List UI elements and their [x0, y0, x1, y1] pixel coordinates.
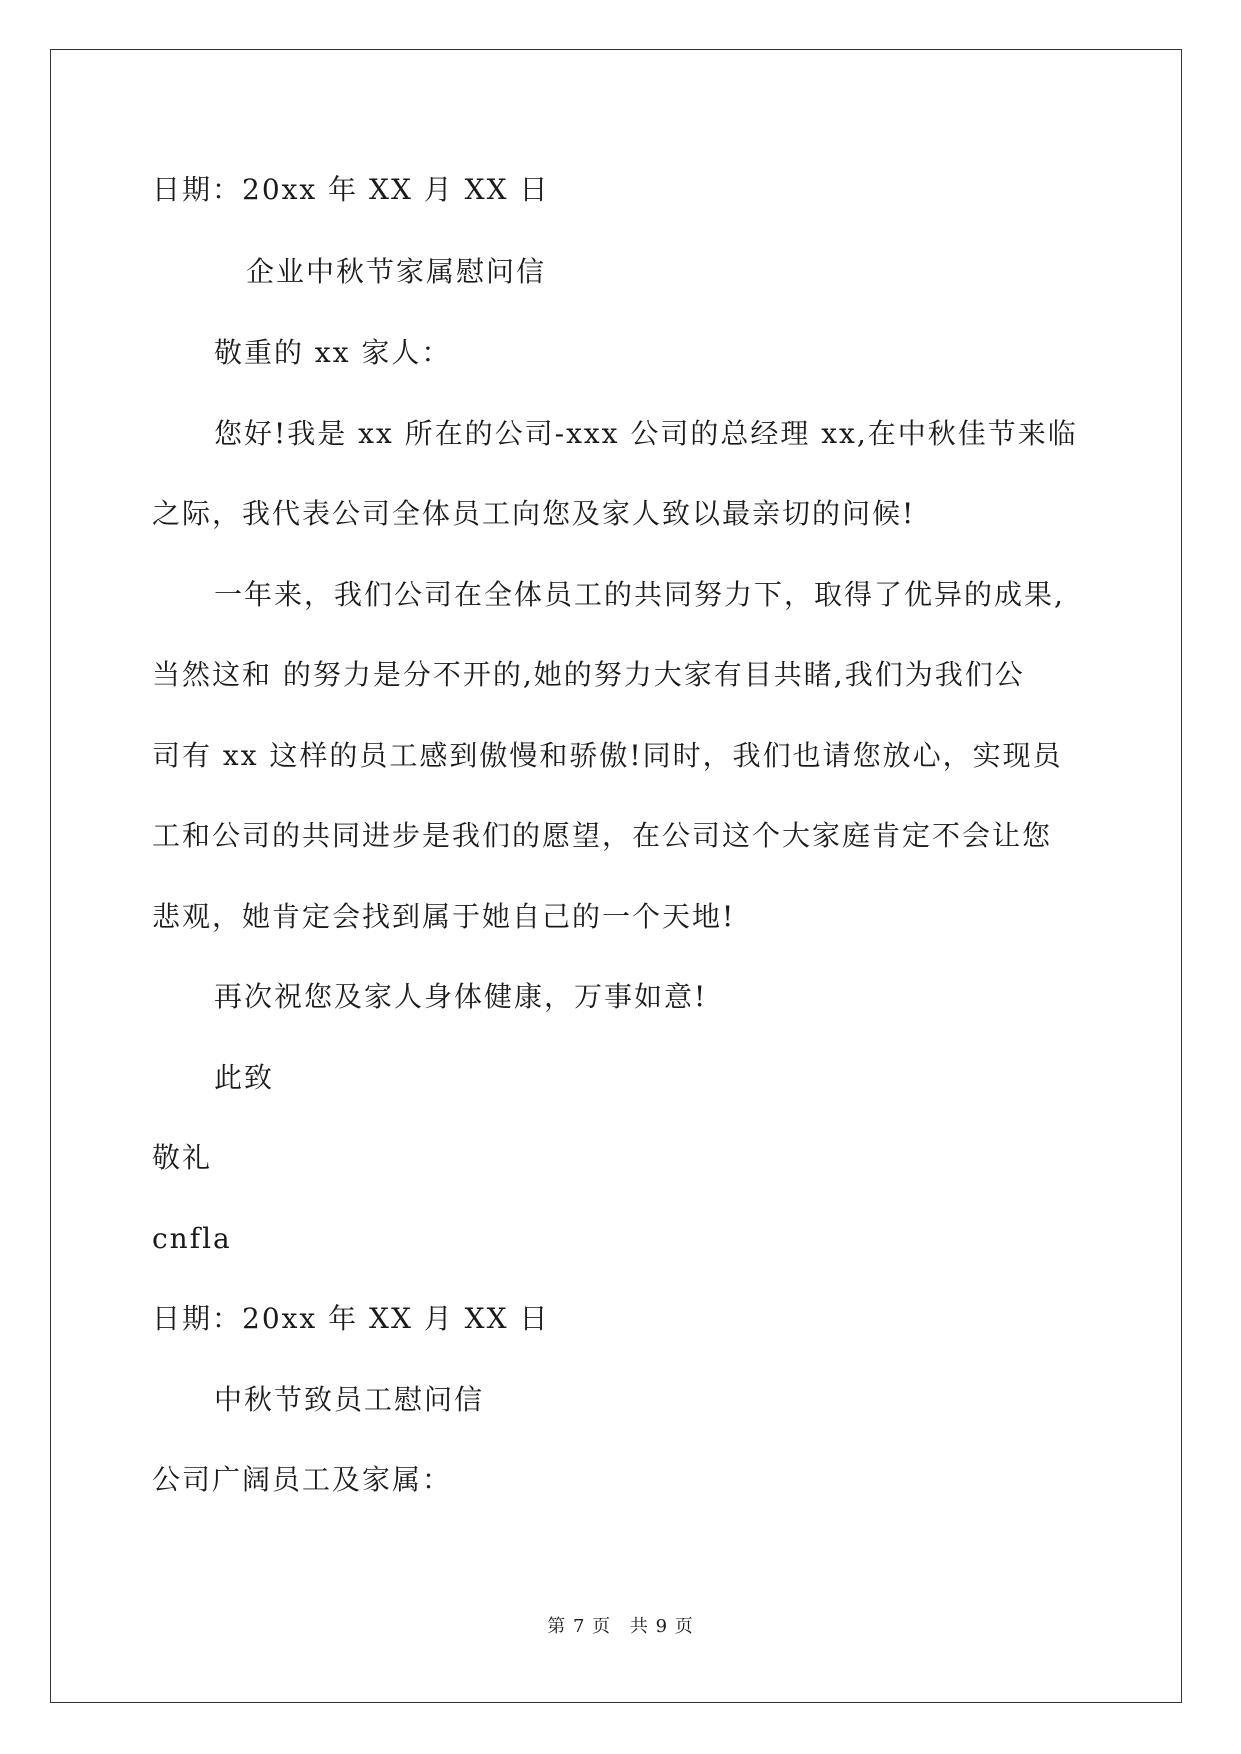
date-line: 日期：20xx 年 XX 月 XX 日 [152, 1302, 550, 1335]
closing-cizhi: 此致 [214, 1061, 275, 1094]
paragraph-line: 一年来，我们公司在全体员工的共同努力下，取得了优异的成果, [214, 578, 1065, 611]
page-number-current: 第 7 页 [547, 1616, 612, 1637]
paragraph-line: 当然这和 的努力是分不开的,她的努力大家有目共睹,我们为我们公 [152, 658, 1025, 691]
closing-wish: 再次祝您及家人身体健康，万事如意! [214, 980, 708, 1013]
page-number-total: 共 9 页 [629, 1616, 694, 1637]
paragraph-line: 司有 xx 这样的员工感到傲慢和骄傲!同时，我们也请您放心，实现员 [152, 739, 1063, 772]
paragraph-line: 悲观，她肯定会找到属于她自己的一个天地! [152, 900, 736, 933]
salutation: 公司广阔员工及家属： [152, 1463, 453, 1496]
page-border [50, 49, 1182, 1703]
paragraph-line: 工和公司的共同进步是我们的愿望，在公司这个大家庭肯定不会让您 [152, 819, 1053, 852]
paragraph-line: 您好!我是 xx 所在的公司-xxx 公司的总经理 xx,在中秋佳节来临 [214, 417, 1078, 450]
paragraph-line: 之际，我代表公司全体员工向您及家人致以最亲切的问候! [152, 497, 916, 530]
date-line: 日期：20xx 年 XX 月 XX 日 [152, 173, 550, 206]
letter-title: 企业中秋节家属慰问信 [246, 255, 547, 288]
letter-title: 中秋节致员工慰问信 [214, 1383, 485, 1416]
signature-text: cnfla [152, 1222, 232, 1255]
page-footer [0, 1615, 1241, 1639]
salutation: 敬重的 xx 家人： [214, 336, 452, 369]
closing-jingli: 敬礼 [152, 1141, 213, 1174]
